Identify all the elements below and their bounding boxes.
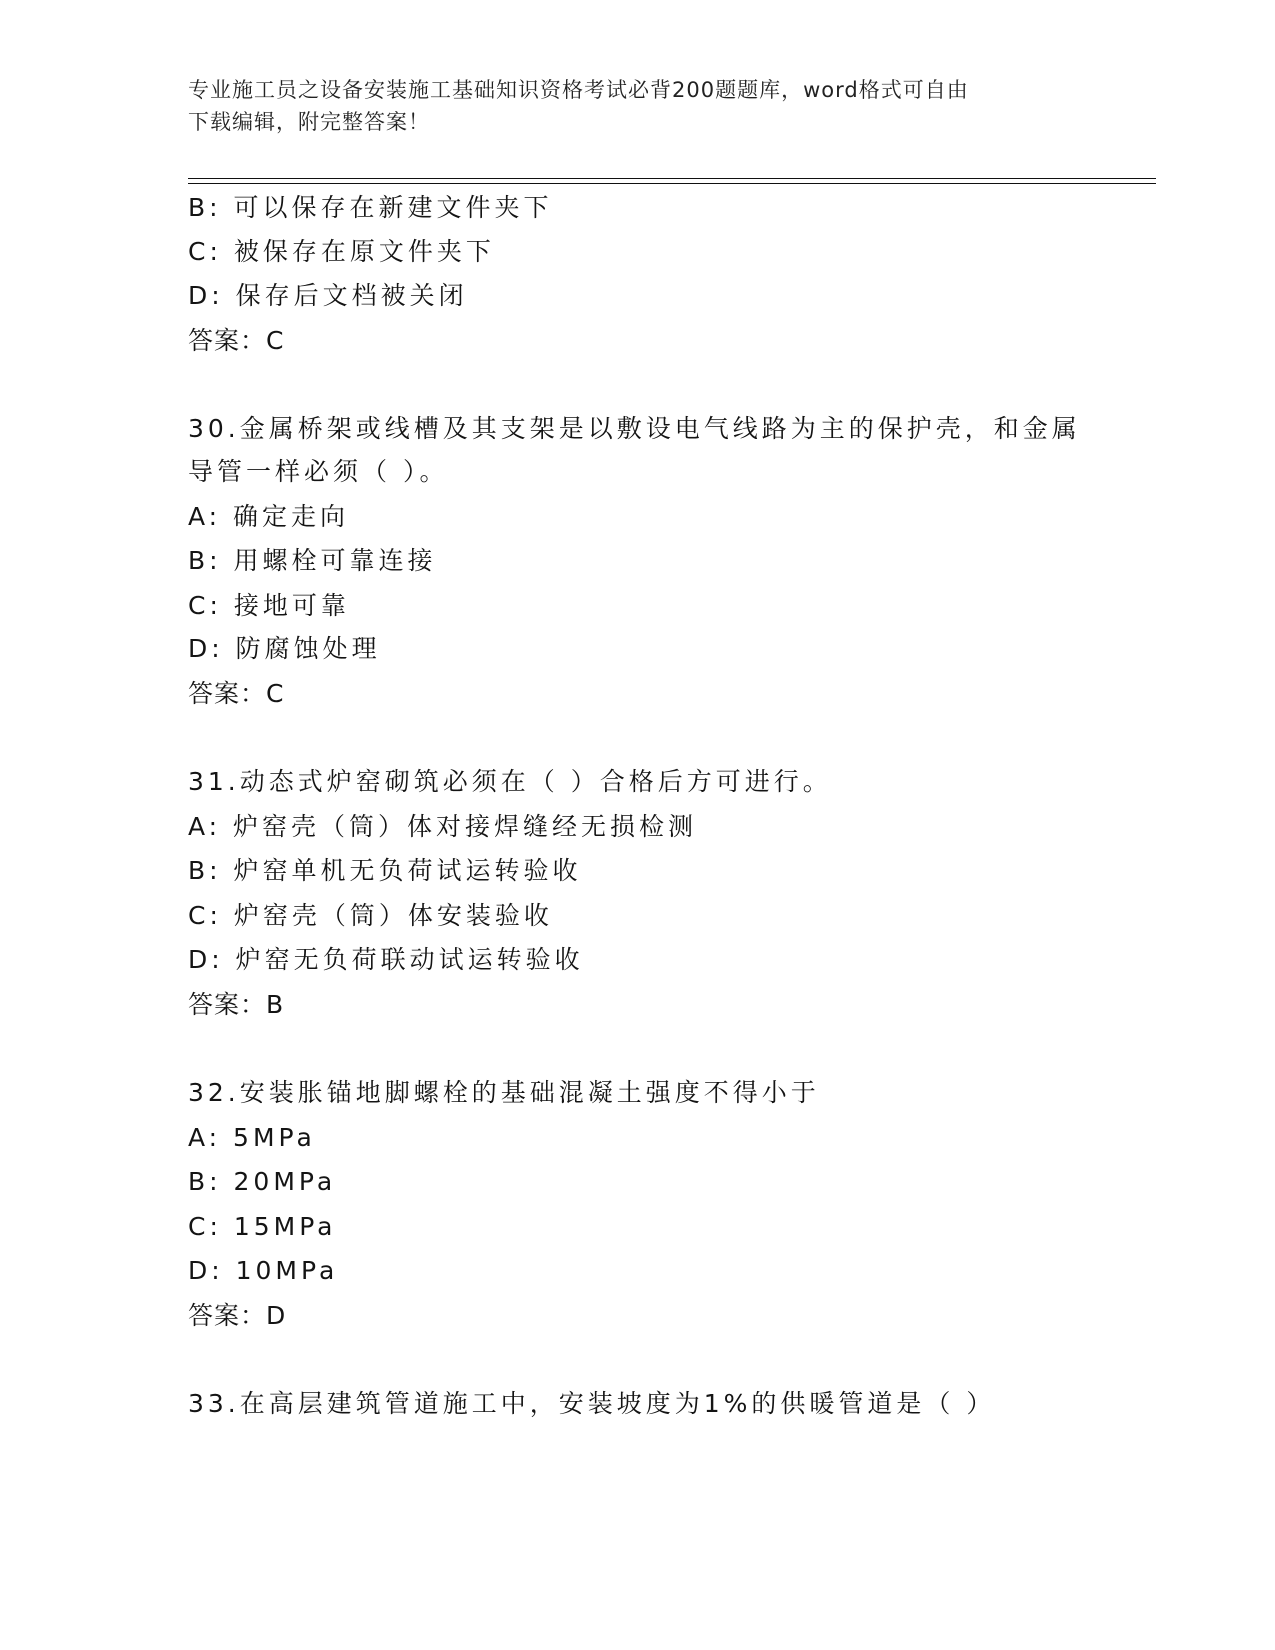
q31-option-b: B: 炉窑单机无负荷试运转验收 (188, 856, 582, 885)
q32-option-b: B: 20MPa (188, 1167, 337, 1196)
q30-option-b: B: 用螺栓可靠连接 (188, 546, 437, 575)
q29-option-c: C: 被保存在原文件夹下 (188, 237, 495, 266)
q31-answer: 答案：B (188, 990, 285, 1019)
q30-stem-line-2: 导管一样必须（ ）。 (188, 457, 449, 486)
q30-option-a: A: 确定走向 (188, 502, 350, 531)
q32-option-c: C: 15MPa (188, 1212, 337, 1241)
q31-option-a: A: 炉窑壳（筒）体对接焊缝经无损检测 (188, 812, 698, 841)
header-line-1: 专业施工员之设备安装施工基础知识资格考试必背200题题库，word格式可自由 (188, 78, 969, 102)
q30-option-c: C: 接地可靠 (188, 591, 350, 620)
q32-option-d: D: 10MPa (188, 1256, 339, 1285)
q31-option-d: D: 炉窑无负荷联动试运转验收 (188, 945, 584, 974)
q29-option-b: B: 可以保存在新建文件夹下 (188, 193, 553, 222)
q32-option-a: A: 5MPa (188, 1123, 316, 1152)
q33-stem: 33.在高层建筑管道施工中，安装坡度为1%的供暖管道是（ ） (188, 1389, 996, 1418)
q32-answer: 答案：D (188, 1301, 287, 1330)
header-divider-top (188, 178, 1156, 179)
q32-stem: 32.安装胀锚地脚螺栓的基础混凝土强度不得小于 (188, 1078, 820, 1107)
header-line-2: 下载编辑，附完整答案！ (188, 110, 430, 134)
q30-option-d: D: 防腐蚀处理 (188, 634, 381, 663)
q31-stem: 31.动态式炉窑砌筑必须在（ ）合格后方可进行。 (188, 767, 832, 796)
q29-answer: 答案：C (188, 326, 285, 355)
q29-option-d: D: 保存后文档被关闭 (188, 281, 468, 310)
document-header (188, 74, 1068, 138)
q30-stem-line-1: 30.金属桥架或线槽及其支架是以敷设电气线路为主的保护壳，和金属 (188, 414, 1081, 443)
q30-answer: 答案：C (188, 679, 285, 708)
q31-option-c: C: 炉窑壳（筒）体安装验收 (188, 901, 553, 930)
header-divider-bottom (188, 183, 1156, 184)
